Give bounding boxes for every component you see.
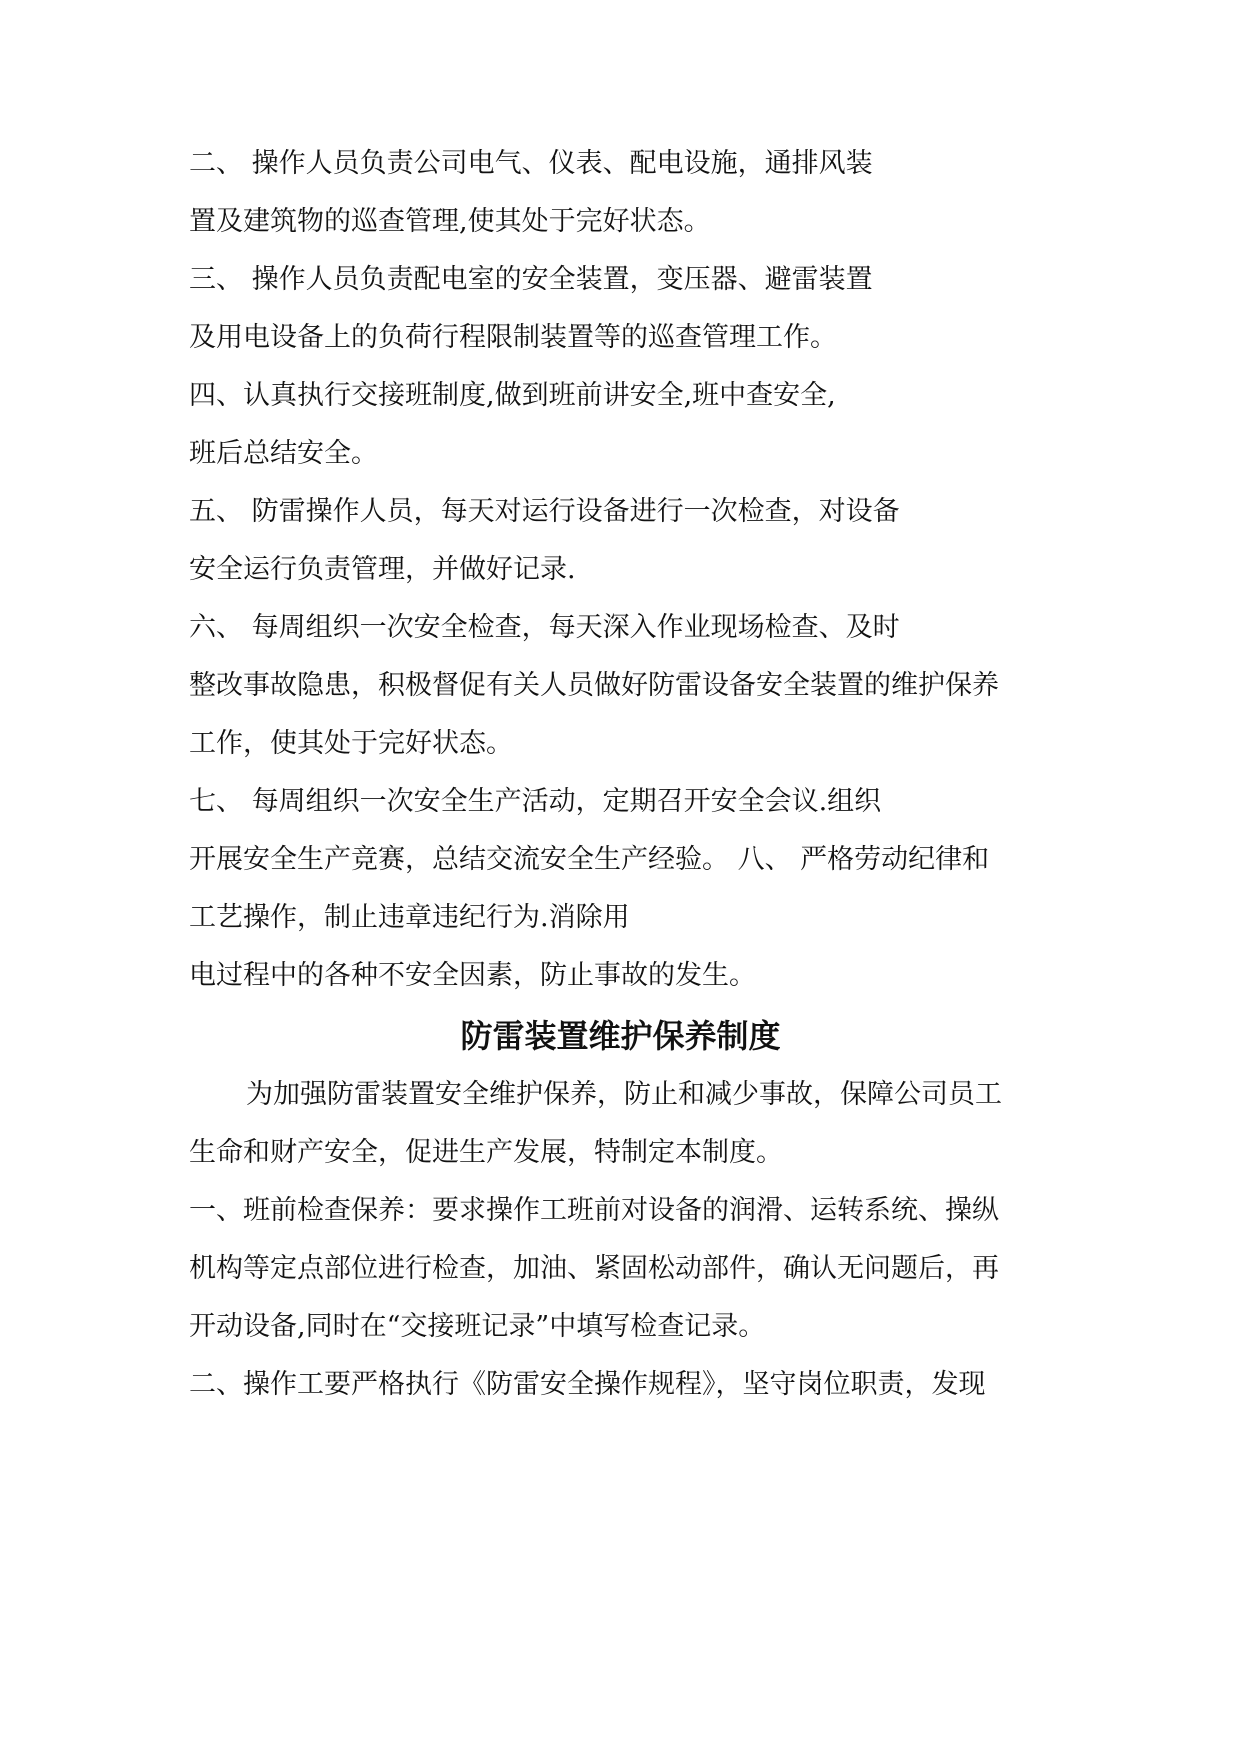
- text-line: 一、班前检查保养：要求操作工班前对设备的润滑、运转系统、操纵: [189, 1195, 999, 1226]
- text-line: 四、认真执行交接班制度,做到班前讲安全,班中查安全,: [189, 380, 836, 411]
- text-line: 整改事故隐患，积极督促有关人员做好防雷设备安全装置的维护保养: [189, 670, 999, 701]
- text-line: 三、 操作人员负责配电室的安全装置，变压器、避雷装置: [189, 264, 873, 295]
- text-line: 五、 防雷操作人员，每天对运行设备进行一次检查，对设备: [189, 496, 900, 527]
- text-line: 工作，使其处于完好状态。: [189, 728, 513, 759]
- text-line: 安全运行负责管理，并做好记录.: [189, 554, 576, 585]
- text-line: 为加强防雷装置安全维护保养，防止和减少事故，保障公司员工: [246, 1079, 1002, 1110]
- text-line: 七、 每周组织一次安全生产活动，定期召开安全会议.组织: [189, 786, 882, 817]
- text-line: 工艺操作，制止违章违纪行为.消除用: [189, 902, 630, 933]
- text-line: 六、 每周组织一次安全检查，每天深入作业现场检查、及时: [189, 612, 900, 643]
- section-title: 防雷装置维护保养制度: [460, 1017, 781, 1055]
- text-line: 及用电设备上的负荷行程限制装置等的巡查管理工作。: [189, 322, 837, 353]
- text-line: 置及建筑物的巡查管理,使其处于完好状态。: [189, 206, 711, 237]
- text-line: 机构等定点部位进行检查，加油、紧固松动部件，确认无问题后，再: [189, 1253, 999, 1284]
- text-line: 生命和财产安全，促进生产发展，特制定本制度。: [189, 1137, 783, 1168]
- text-line: 二、操作工要严格执行《防雷安全操作规程》，坚守岗位职责，发现: [189, 1369, 986, 1400]
- text-line: 班后总结安全。: [189, 438, 378, 469]
- text-line: 开展安全生产竞赛，总结交流安全生产经验。 八、 严格劳动纪律和: [189, 844, 990, 875]
- text-line: 二、 操作人员负责公司电气、仪表、配电设施，通排风装: [189, 148, 873, 179]
- text-line: 开动设备,同时在“交接班记录”中填写检查记录。: [189, 1311, 766, 1342]
- text-line: 电过程中的各种不安全因素，防止事故的发生。: [189, 960, 756, 991]
